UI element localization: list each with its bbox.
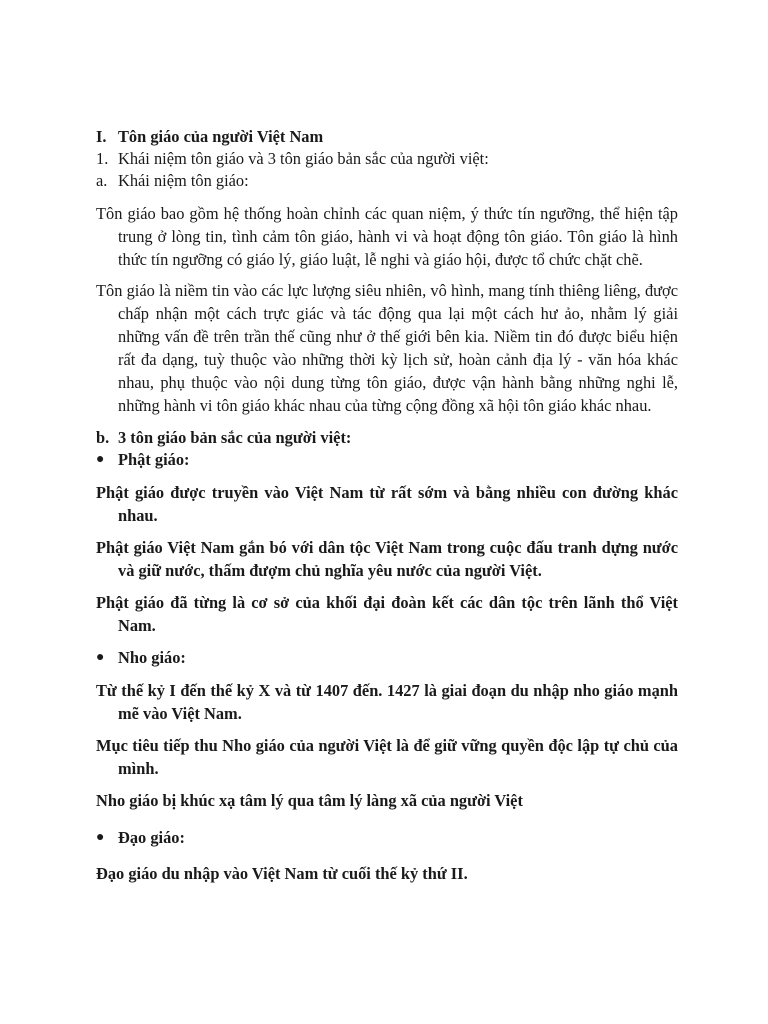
- bullet-icon: ●: [96, 452, 105, 467]
- list-item-a: [96, 170, 678, 192]
- bullet-confucianism: [96, 647, 678, 669]
- definition-paragraph-1: Tôn giáo bao gồm hệ thống hoàn chỉnh các quan niệm, ý thức tín ngưỡng, thể hiện tập trung ở lòng tin, tình cảm tôn giáo, hành vi và hoạt động tôn giáo. Tôn giáo là hình thức tín ngưỡng có giáo lý, giáo luật, lễ nghi và giáo hội, được tổ chức chặt chẽ.: [96, 204, 678, 269]
- taoism-paragraph: Đạo giáo du nhập vào Việt Nam từ cuối thế kỷ thứ II.: [96, 864, 468, 883]
- bullet-buddhism-title: Phật giáo:: [118, 450, 190, 469]
- list-item-b: [96, 427, 678, 449]
- bullet-confucianism-title: Nho giáo:: [118, 648, 186, 667]
- heading-marker: I.: [96, 127, 107, 146]
- confucianism-paragraph: Nho giáo bị khúc xạ tâm lý qua tâm lý làng xã của người Việt: [96, 791, 523, 810]
- bullet-taoism: [96, 827, 678, 849]
- bullet-buddhism: [96, 449, 678, 471]
- list-item-a-marker: a.: [96, 171, 108, 190]
- list-item-1-marker: 1.: [96, 149, 109, 168]
- confucianism-paragraph: Mục tiêu tiếp thu Nho giáo của người Việt là để giữ vững quyền độc lập tự chủ của mình.: [96, 736, 678, 778]
- section-heading: [96, 126, 678, 148]
- confucianism-paragraph: Từ thế kỷ I đến thế kỷ X và từ 1407 đến. 1427 là giai đoạn du nhập nho giáo mạnh mẽ vào Việt Nam.: [96, 681, 678, 723]
- bullet-taoism-title: Đạo giáo:: [118, 828, 185, 847]
- bullet-icon: ●: [96, 650, 105, 665]
- list-item-1-text: Khái niệm tôn giáo và 3 tôn giáo bản sắc của người việt:: [118, 149, 489, 168]
- heading-text: Tôn giáo của người Việt Nam: [118, 127, 324, 146]
- definition-paragraph-2: Tôn giáo là niềm tin vào các lực lượng siêu nhiên, vô hình, mang tính thiêng liêng, được chấp nhận một cách trực giác và tác động qua lại một cách hư ảo, nhằm lý giải những vấn đề trên trần thế cũng như ở thế giới bên kia. Niềm tin đó được biểu hiện rất đa dạng, tuỳ thuộc vào những thời kỳ lịch sử, hoàn cảnh địa lý - văn hóa khác nhau, phụ thuộc vào nội dung từng tôn giáo, được vận hành bằng những nghi lễ, những hành vi tôn giáo khác nhau của từng cộng đồng xã hội tôn giáo khác nhau.: [96, 281, 678, 415]
- list-item-1: [96, 148, 678, 170]
- list-item-b-text: 3 tôn giáo bản sắc của người việt:: [118, 428, 352, 447]
- buddhism-paragraph: Phật giáo được truyền vào Việt Nam từ rất sớm và bằng nhiều con đường khác nhau.: [96, 483, 678, 525]
- buddhism-paragraph: Phật giáo Việt Nam gắn bó với dân tộc Việt Nam trong cuộc đấu tranh dựng nước và giữ nước, thấm đượm chủ nghĩa yêu nước của người Việt.: [96, 538, 678, 580]
- document-page: [96, 126, 678, 885]
- bullet-icon: ●: [96, 830, 105, 845]
- list-item-a-text: Khái niệm tôn giáo:: [118, 171, 249, 190]
- list-item-b-marker: b.: [96, 428, 110, 447]
- buddhism-paragraph: Phật giáo đã từng là cơ sở của khối đại đoàn kết các dân tộc trên lãnh thổ Việt Nam.: [96, 593, 678, 635]
